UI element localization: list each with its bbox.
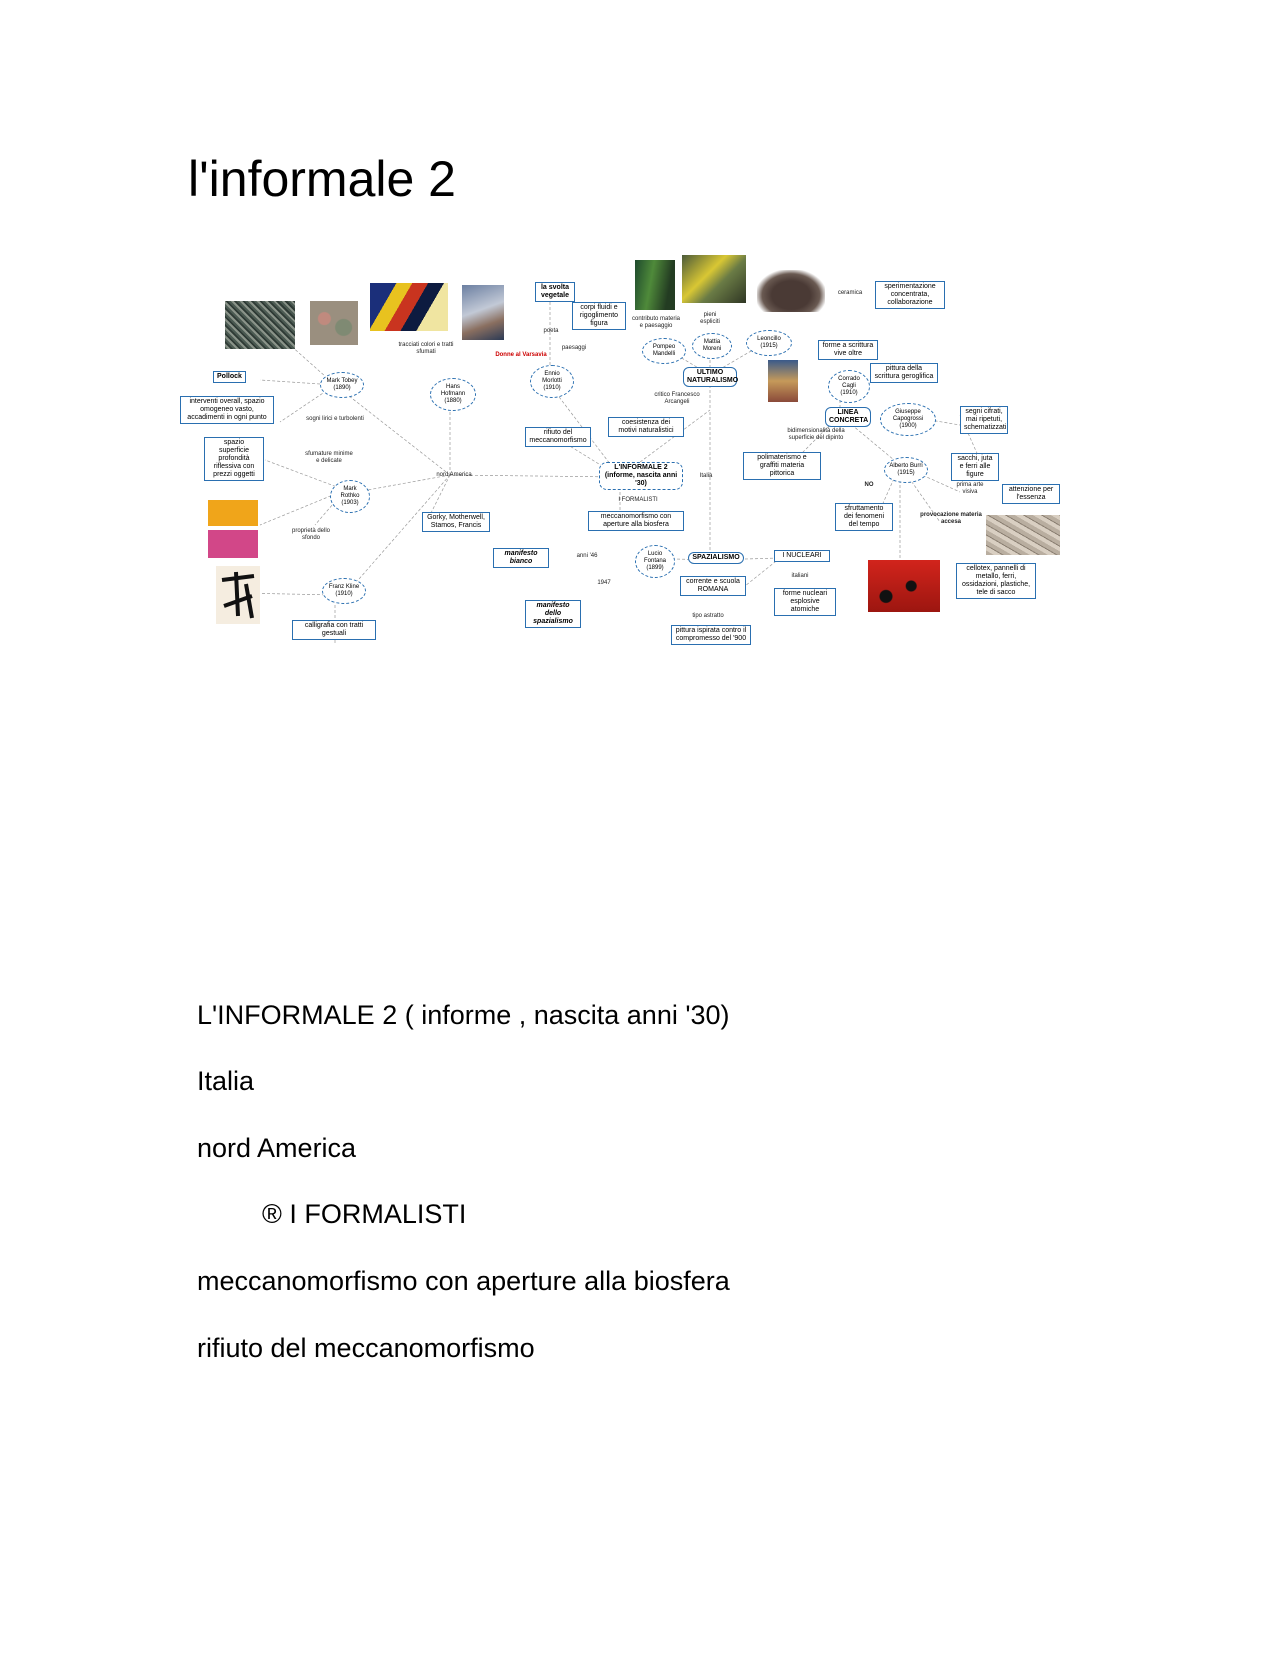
- body-line-rifiuto: rifiuto del meccanomorfismo: [197, 1333, 535, 1363]
- node-paesaggi: paesaggi: [561, 345, 587, 351]
- node-anni46: anni '46: [576, 553, 598, 559]
- node-tobey: Mark Tobey (1890): [320, 372, 364, 398]
- node-sacchi: sacchi, juta e ferri alle figure: [951, 453, 999, 481]
- node-prima: prima arte visiva: [956, 482, 984, 495]
- node-rifiuto: rifiuto del meccanomorfismo: [525, 427, 591, 447]
- node-interventi: interventi overall, spazio omogeneo vasto, accadimenti in ogni punto: [180, 396, 274, 424]
- kline-strokes-icon: [216, 566, 260, 624]
- node-no: NO: [864, 482, 874, 488]
- node-tracciati: tracciati colori e tratti sfumati: [398, 342, 454, 355]
- node-formalisti: I FORMALISTI: [618, 497, 658, 503]
- node-nord-america: nord America: [436, 472, 472, 478]
- node-arcangeli: critico Francesco Arcangeli: [654, 392, 700, 405]
- node-hofmann: Hans Hofmann (1880): [430, 378, 476, 411]
- node-ceramica-desc: sperimentazione concentrata, collaborazione: [875, 281, 945, 309]
- node-leoncillo: Leoncillo (1915): [746, 330, 792, 356]
- node-linea: LINEA CONCRETA: [825, 407, 871, 427]
- node-attenzione: attenzione per l'essenza: [1002, 484, 1060, 504]
- node-forme-nucleari: forme nucleari esplosive atomiche: [774, 588, 836, 616]
- node-capogrossi: Giuseppe Capogrossi (1900): [880, 403, 936, 436]
- node-poeta: poeta: [543, 328, 559, 334]
- node-center: L'INFORMALE 2 (informe, nascita anni '30): [599, 462, 683, 490]
- node-mecca: meccanomorfismo con aperture alla biosfera: [588, 511, 684, 531]
- node-fontana: Lucio Fontana (1899): [635, 545, 675, 578]
- node-vegetale: la svolta vegetale: [535, 282, 575, 302]
- node-coesistenza: coesistenza dei motivi naturalistici: [608, 417, 684, 437]
- node-sogni: sogni lirici e turbolenti: [306, 416, 364, 422]
- body-line-italia: Italia: [197, 1066, 255, 1096]
- node-burri: Alberto Burri (1915): [884, 457, 928, 483]
- node-morlotti: Ennio Morlotti (1910): [530, 365, 574, 398]
- node-manifesto-bianco: manifesto bianco: [493, 548, 549, 568]
- node-tipica: pittura ispirata contro il compromesso del '900: [671, 625, 751, 645]
- node-polimaterismo: polimaterismo e graffiti materia pittorica: [743, 452, 821, 480]
- node-bagnanti: Donne al Varsavia: [495, 352, 547, 358]
- leoncillo-sculpture-image: [757, 270, 825, 312]
- burri-sacco-image: [868, 560, 940, 612]
- tobey-painting-image: [310, 301, 358, 345]
- node-cagli: Corrado Cagli (1910): [828, 370, 870, 403]
- node-corrente: corrente e scuola ROMANA: [680, 576, 746, 596]
- burri-cretto-image: [986, 515, 1060, 555]
- node-pompeo: Pompeo Mandelli: [642, 338, 686, 364]
- node-lotta: tipo astratto: [692, 613, 724, 619]
- body-line-nord-america: nord America: [197, 1133, 357, 1163]
- node-bidimensione: bidimensionalità della superficie del dipinto: [787, 428, 845, 441]
- node-segni: segni cifrati, mai ripetuti, schematizzati: [960, 406, 1008, 434]
- node-pieni: pieni espliciti: [700, 312, 720, 325]
- node-kline: Franz Kline (1910): [322, 578, 366, 604]
- node-cellotex: cellotex, pannelli di metallo, ferri, ossidazioni, plastiche, tele di sacco: [956, 563, 1036, 599]
- node-pollock: Pollock: [213, 371, 246, 383]
- node-manifesto-spaz: manifesto dello spazialismo: [525, 600, 581, 628]
- node-ceramica: ceramica: [837, 290, 863, 296]
- node-provocazione: provocazione materia accesa: [920, 512, 982, 525]
- kline-painting-image: [216, 566, 260, 624]
- moreni-painting-image: [682, 255, 746, 303]
- node-rothko: Mark Rothko (1903): [330, 480, 370, 513]
- body-line-heading: L'INFORMALE 2 ( informe , nascita anni '30): [197, 1000, 730, 1030]
- body-line-formalisti: ® I FORMALISTI: [262, 1199, 467, 1229]
- node-proprieta: proprietà dello sfondo: [291, 528, 331, 541]
- node-sfruttamento: sfruttamento dei fenomeni del tempo: [835, 503, 893, 531]
- node-ultimo: ULTIMO NATURALISMO: [683, 367, 737, 387]
- node-scrittura: pittura della scrittura geroglifica: [870, 363, 938, 383]
- node-nucleari: I NUCLEARI: [774, 550, 830, 562]
- page-title: l'informale 2: [188, 151, 456, 207]
- node-mattia: Mattia Moreni: [692, 333, 732, 359]
- node-stoffe: contributo materia e paesaggio: [631, 316, 681, 329]
- node-spazialismo: SPAZIALISMO: [688, 552, 744, 564]
- morlotti-painting-image: [462, 285, 504, 340]
- node-sfumature: sfumature minime e delicate: [305, 451, 353, 464]
- cagli-painting-image: [768, 360, 798, 402]
- node-anni47: 1947: [597, 580, 611, 586]
- node-forme-vive: forme a scrittura vive oltre: [818, 340, 878, 360]
- hofmann-painting-image: [370, 283, 448, 331]
- node-corpi: corpi fluidi e rigoglimento figura: [572, 302, 626, 330]
- node-gorky: Gorky, Motherwell, Stamos, Francis: [422, 512, 490, 532]
- concept-map: [180, 260, 1120, 710]
- rothko-painting-image: [208, 500, 258, 558]
- node-italia: Italia: [699, 473, 713, 479]
- body-line-meccanomorfismo: meccanomorfismo con aperture alla biosfera: [197, 1266, 730, 1296]
- pollock-painting-image: [225, 301, 295, 349]
- node-calligrafia: calligrafia con tratti gestuali: [292, 620, 376, 640]
- node-italiani: italiani: [791, 573, 809, 579]
- node-superfici: spazio superficie profondità riflessiva con prezzi oggetti: [204, 437, 264, 481]
- mandelli-painting-image: [635, 260, 675, 310]
